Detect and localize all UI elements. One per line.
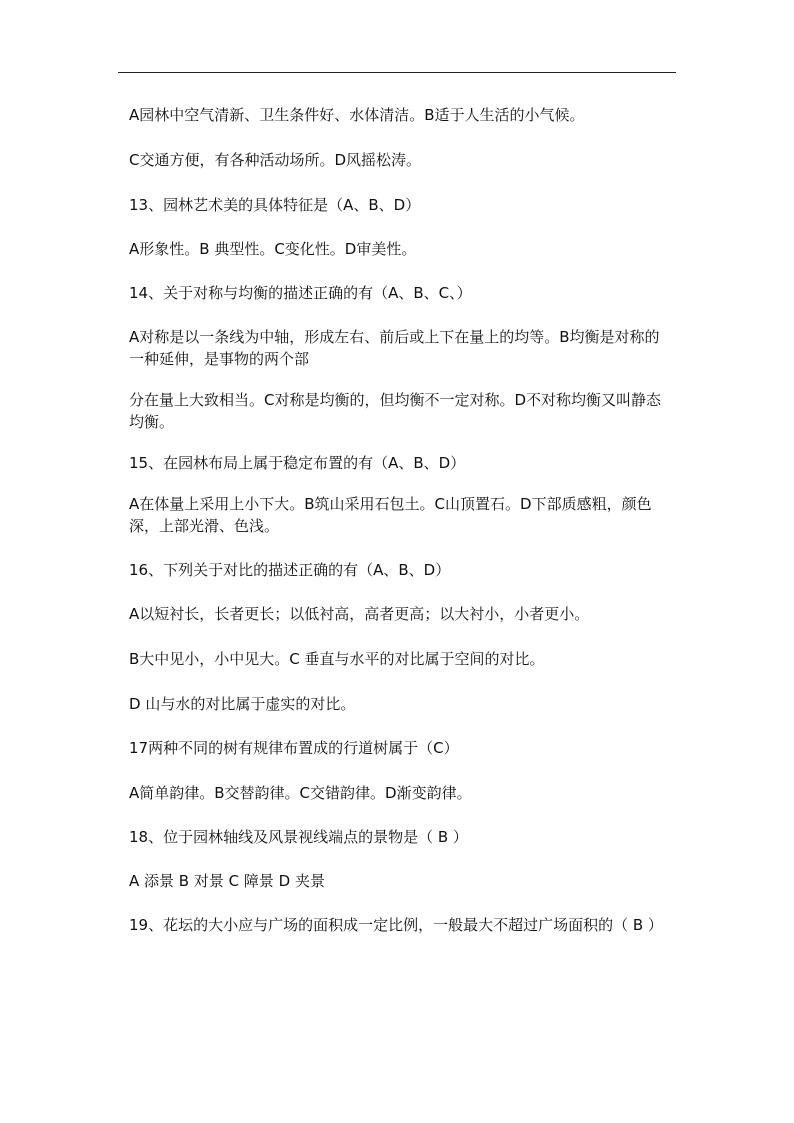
text-line: 分在量上大致相当。C对称是均衡的，但均衡不一定对称。D不对称均衡又叫静态均衡。 — [129, 391, 662, 431]
text-line: A简单韵律。B交替韵律。C交错韵律。D渐变韵律。 — [129, 784, 472, 802]
question-18: 18、位于园林轴线及风景视线端点的景物是（ B ） — [129, 828, 468, 846]
question-19: 19、花坛的大小应与广场的面积成一定比例，一般最大不超过广场面积的（ B ） — [129, 916, 663, 934]
text-line: A 添景 B 对景 C 障景 D 夹景 — [129, 872, 325, 890]
question-17: 17两种不同的树有规律布置成的行道树属于（C） — [129, 739, 459, 757]
question-15: 15、在园林布局上属于稳定布置的有（A、B、D） — [129, 454, 466, 472]
text-line: A以短衬长，长者更长；以低衬高，高者更高；以大衬小，小者更小。 — [129, 605, 590, 623]
text-line: A在体量上采用上小下大。B筑山采用石包土。C山顶置石。D下部质感粗，颜色深，上部光滑、色浅。 — [129, 495, 652, 535]
text-line: C交通方便，有各种活动场所。D风摇松涛。 — [129, 151, 422, 169]
question-13: 13、园林艺术美的具体特征是（A、B、D） — [129, 196, 421, 214]
question-16: 16、下列关于对比的描述正确的有（A、B、D） — [129, 561, 451, 579]
text-line: A形象性。B 典型性。C变化性。D审美性。 — [129, 240, 417, 258]
text-line: B大中见小，小中见大。C 垂直与水平的对比属于空间的对比。 — [129, 650, 545, 668]
question-14: 14、关于对称与均衡的描述正确的有（A、B、C、） — [129, 284, 472, 302]
document-body — [129, 104, 669, 936]
text-line: A园林中空气清新、卫生条件好、水体清洁。B适于人生活的小气候。 — [129, 106, 585, 124]
text-line: D 山与水的对比属于虚实的对比。 — [129, 695, 356, 713]
text-line: A对称是以一条线为中轴，形成左右、前后或上下在量上的均等。B均衡是对称的一种延伸，是事物的两个部 — [129, 328, 660, 368]
header-rule — [118, 72, 676, 73]
